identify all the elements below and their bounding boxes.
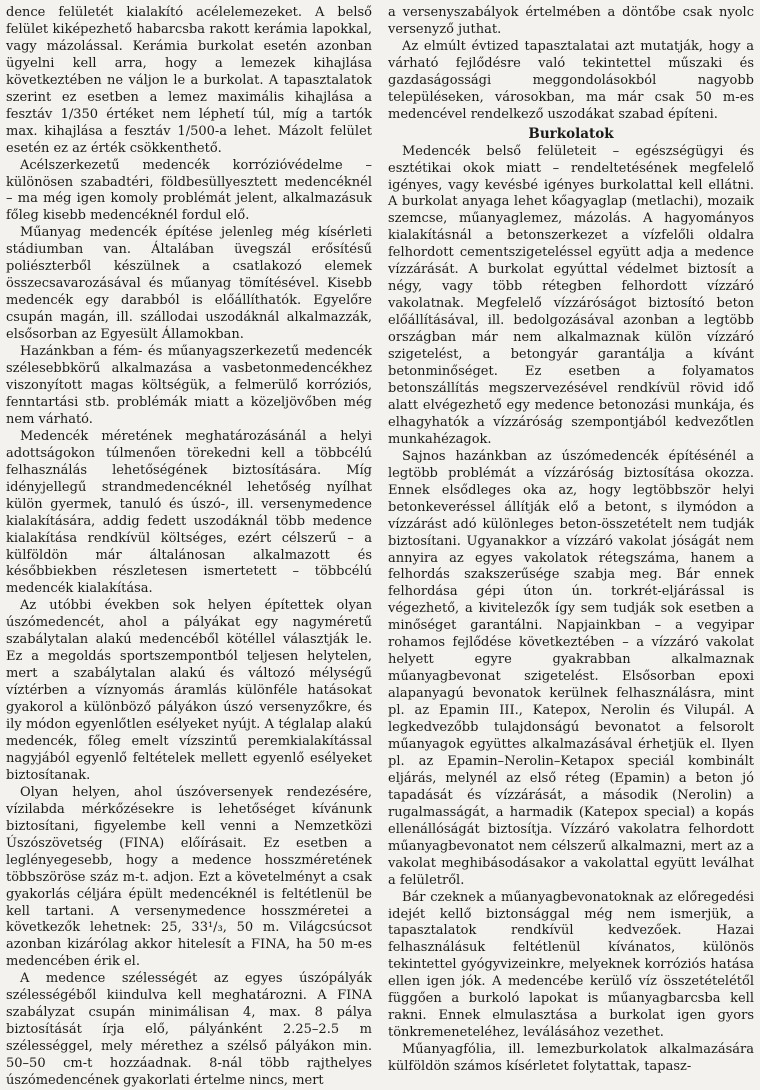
paragraph: Acélszerkezetű medencék korrózióvédelme – különösen szabadtéri, földbesüllyesztett medencéknél – ma még igen komoly problémát jelent, alkalmazásuk főleg kisebb medencéknél fordul elő. [6,157,372,224]
section-heading: Burkolatok [528,125,614,142]
paragraph: Sajnos hazánkban az úszómedencék építésénél a legtöbb problémát a vízzáróság biztosítása okozza. Ennek elsődleges oka az, hogy legtöbbször helyi betonkeveréssel állítják elő a betont, s ilymódon a vízzárást adó különleges beton-összetételt nem tudják biztosítani. Ugyanakkor a vízzáró vakolat jóságát nem annyira az egyes vakolatok rétegszáma, hanem a felhordás szakszerűsége szabja meg. Bár ennek felhordása gépi úton ún. torkrét-eljárással is végezhető, a kivitelezők így sem tudják sok esetben a minőséget garantálni. Napjainkban – a vegyipar rohamos fejlődése következtében – a vízzáró vakolat helyett egyre gyakrabban alkalmaznak műanyagbevonat szigetelést. Elsősorban epoxi alapanyagú bevonatok kerülnek felhasználásra, mint pl. az Epamin III., Katepox, Nerolin és Vilupál. A legkedvezőbb tulajdonságú bevonatot a felsorolt műanyagok együttes alkalmazásával érhetjük el. Ilyen pl. az Epamin–Nerolin–Ketapox speciál kombinált eljárás, melynél az első réteg (Epamin) a beton jó tapadását és vízzárását, a második (Nerolin) a rugalmasságát, a harmadik (Katepox special) a kopás ellenállóságát biztosítja. Vízzáró vakolatra felhordott műanyagbevonatot nem célszerű alkalmazni, mert az a vakolat meghibásodásakor a vakolattal együtt leválhat a felületről. [388,448,754,888]
right-column [388,5,754,1075]
paragraph: Medencék belső felületeit – egészségügyi és esztétikai okok miatt – rendeltetésének megfelelő igényes, vagy kevésbé igényes burkolattal kell ellátni. A burkolat anyaga lehet kőagyaglap (metlachi), mozaik szemcse, műanyaglemez, mázolás. A hagyományos kialakításnál a betonszerkezet a vízfelőli oldalra felhordott cementszigeteléssel együtt adja a medence vízzárását. A burkolat egyúttal védelmet biztosít a négy, vagy több rétegben felhordott vízzáró vakolatnak. Megfelelő vízzáróságot biztosító beton előállításával, ill. bedolgozásával azonban a legtöbb országban már nem alkalmaznak külön vízzáró szigetelést, a betongyár garantálja a kívánt betonminőséget. Ez esetben a folyamatos betonszállítás megszervezésével rendkívül rövid idő alatt elvégezhető egy medence betonozási munkája, és elhagyhatók a vízzáróság szempontjából kedvezőtlen munkahézagok. [388,143,754,447]
paragraph: dence felületét kialakító acélelemezeket. A belső felület kiképezhető habarcsba rakott kerámia lapokkal, vagy mázolással. Kerámia burkolat esetén azonban ügyelni kell arra, hogy a lemezek kihajlása következtében ne váljon le a burkolat. A tapasztalatok szerint ez esetben a lemez maximális kihajlása a fesztáv 1/350 értéket nem léphetí túl, míg a tartók max. kihajlása a fesztáv 1/500-a lehet. Mázolt felület esetén ez az érték csökkenthető. [6,5,372,156]
left-column [6,5,372,1089]
paragraph: Az elmúlt évtized tapasztalatai azt mutatják, hogy a várható fejlődésre való tekintettel műszaki és gazdaságossági meggondolásokból nagyobb településeken, városokban, ma már csak 50 m-es medencével rendelkező uszodákat szabad építeni. [388,38,754,122]
paragraph: Olyan helyen, ahol úszóversenyek rendezésére, vízilabda mérkőzésekre is lehetőséget kívánunk biztosítani, figyelembe kell venni a Nemzetközi Úszószövetség (FINA) előírásait. Ez esetben a leglényegesebb, hogy a medence hosszméretének többszöröse száz m-t. adjon. Ezt a követelményt a csak gyakorlás céljára épült medencéknél is feltétlenül be kell tartani. A versenymedence hosszméretei a következők lehetnek: 25, 33¹/₃, 50 m. Világcsúcsot azonban kizárólag akkor hitelesít a FINA, ha 50 m-es medencében érik el. [6,784,372,970]
paragraph: Műanyag medencék építése jelenleg még kísérleti stádiumban van. Általában üvegszál erősítésű poliészterből készülnek a csatlakozó elemek összecsavarozásával és műanyag tömítésével. Kisebb medencék egy darabból is előállíthatók. Egyelőre csupán magán, ill. szállodai uszodáknál alkalmazzák, elsősorban az Egyesült Államokban. [6,225,372,343]
paragraph: A medence szélességét az egyes úszópályák szélességéből kiindulva kell meghatározni. A FINA szabályzat csupán minimálisan 4, max. 8 pálya biztosítását írja elő, pályánként 2.25–2.5 m szélességgel, mely mérethez a szélső pályákon min. 50–50 cm-t hozzáadnak. 8-nál több rajthelyes úszómedencének gyakorlati értelme nincs, mert [6,971,372,1089]
paragraph: Az utóbbi években sok helyen építettek olyan úszómedencét, ahol a pályákat egy nagyméretű szabálytalan alakú medencéből kötéllel választják le. Ez a megoldás sportszempontból teljesen helytelen, mert a szabálytalan alakú és változó mélységű víztérben a víznyomás áramlás különféle hatásokat gyakorol a különböző pályákon úszó versenyzőkre, és ily módon egyenlőtlen esélyeket nyújt. A téglalap alakú medencék, főleg emelt vízszintű peremkialakítással nagyjából egyenlő feltételek mellett egyenlő esélyeket biztosítanak. [6,598,372,783]
paragraph: a versenyszabályok értelmében a döntőbe csak nyolc versenyző juthat. [388,5,754,37]
paragraph: Műanyagfólia, ill. lemezburkolatok alkalmazására külföldön számos kísérletet folytattak, tapasz- [388,1042,754,1075]
paragraph: Hazánkban a fém- és műanyagszerkezetű medencék szélesebbkörű alkalmazása a vasbetonmedencékhez viszonyított magas költségük, a felmerülő korróziós, fenntartási stb. problémák miatt a közeljövőben még nem várható. [6,344,372,427]
paragraph: Medencék méretének meghatározásánál a helyi adottságokon túlmenően törekedni kell a többcélú felhasználás lehetőségének biztosítására. Míg idényjellegű strandmedencéknél lehetőség nyílhat külön gyermek, tanuló és úszó-, ill. versenymedence kialakítására, addig fedett uszodáknál több medence kialakítása rendkívül költséges, ezért célszerű – a külföldön már általánosan alkalmazott és későbbiekben részletesen ismertetett – többcélú medencék kialakítása. [6,428,372,597]
paragraph: Bár czeknek a műanyagbevonatoknak az előregedési idejét kellő biztonsággal még nem ismerjük, a tapasztalatok rendkívül kedvezőek. Hazai felhasználásuk feltétlenül kívánatos, különös tekintettel gyógyvizeinkre, melyeknek korróziós hatása ellen igen jók. A medencébe kerülő víz összetételétől függően a burkoló lapokat is műanyagbarcsba kell rakni. Ennek elmulasztása a burkolat igen gyors tönkremeneteléhez, leválásához vezethet. [388,889,754,1041]
